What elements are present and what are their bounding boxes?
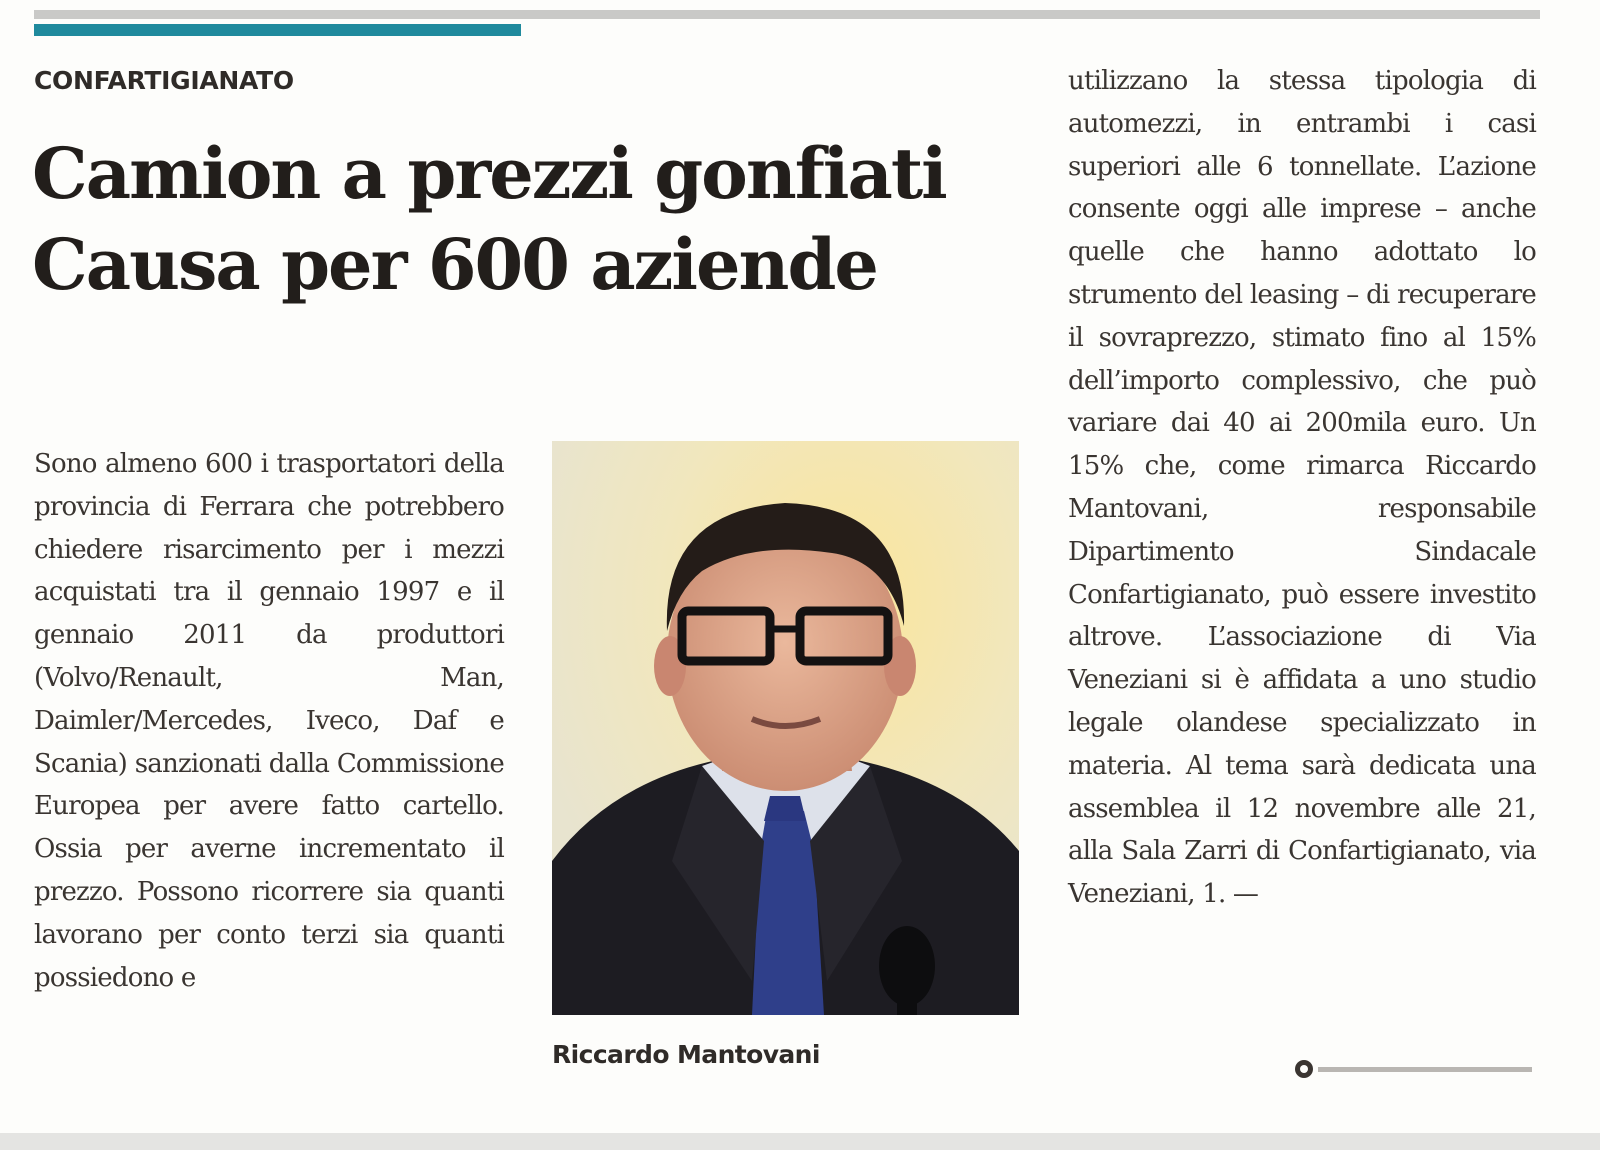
section-label: CONFARTIGIANATO (34, 66, 294, 95)
photo-caption: Riccardo Mantovani (552, 1040, 820, 1069)
bottom-band (0, 1133, 1600, 1150)
headline-line-1: Camion a prezzi gonfiati (32, 132, 946, 215)
publisher-logo-icon (1294, 1058, 1534, 1080)
article-body-left-column: Sono almeno 600 i trasportatori della provincia di Ferrara che potrebbero chiedere risarcimento per i mezzi acquistati tra il gennaio 1997 e il gennaio 2011 da produttori (Volvo/Renault, Man, Daimler/Mercedes, Iveco, Daf e Scania) sanzionati dalla Commissione Europea per avere fatto cartello. Ossia per averne incrementato il prezzo. Possono ricorrere sia quanti lavorano per conto terzi sia quanti possiedono e (34, 449, 504, 993)
headline (32, 128, 1042, 310)
section-accent-bar (34, 24, 521, 36)
top-rule (34, 10, 1540, 19)
article-body-right-column: utilizzano la stessa tipologia di automezzi, in entrambi i casi superiori alle 6 tonnellate. L’azione consente oggi alle imprese – anche quelle che hanno adottato lo strumento del leasing – di recuperare il sovraprezzo, stimato fino al 15% dell’importo complessivo, che può variare dai 40 ai 200mila euro. Un 15% che, come rimarca Riccardo Mantovani, responsabile Dipartimento Sindacale Confartigianato, può essere investito altrove. L’associazione di Via Veneziani si è affidata a uno studio legale olandese specializzato in materia. Al tema sarà dedicata una assemblea il 12 novembre alle 21, alla Sala Zarri di Confartigianato, via Veneziani, 1. — (1068, 66, 1536, 910)
headline-line-2: Causa per 600 aziende (32, 223, 877, 306)
portrait-photo (552, 441, 1019, 1015)
